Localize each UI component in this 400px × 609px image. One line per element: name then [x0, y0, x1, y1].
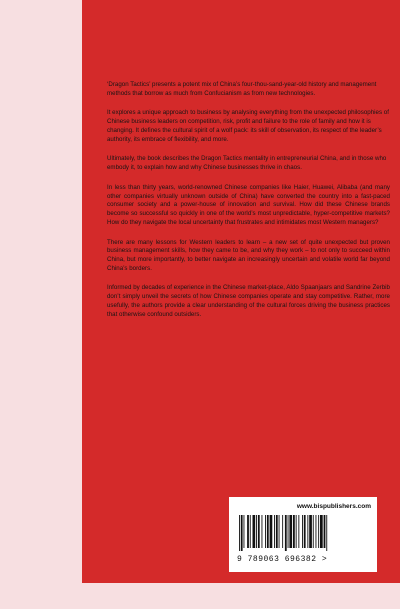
blurb-paragraph-2: It explores a unique approach to business by analysing everything from the unexpected philosophies of Chinese business leaders on competition, risk, profit and failure to the role of family and how it is changing. It defines the cultural spirit of a wolf pack: its skill of observation, its respect of the leader’s authority, its embrace of flexibility, and more.	[107, 109, 389, 143]
barcode-bar	[279, 515, 280, 548]
barcode-bar	[258, 515, 260, 548]
barcode-bar	[309, 515, 312, 548]
barcode-bar	[239, 515, 240, 551]
barcode-bar	[289, 515, 292, 548]
blurb-paragraph-6: Informed by decades of experience in the Chinese market-place, Aldo Spaanjaars and Sandrine Zerbib don’t simply unveil the secrets of how Chinese companies operate and stay competitive. Rather, more usefully, the authors provide a clear understanding of the cultural forces driving the business practices that otherwise confound outsiders.	[107, 284, 390, 318]
barcode-bar	[276, 515, 278, 548]
barcode-bar	[304, 515, 306, 548]
blurb-paragraph-5: There are many lessons for Western leaders to learn – a new set of quite unexpected but proven business management skills, how they came to be, and why they work – to not only to succeed within China, but more importantly, to better navigate an increasingly uncertain and volatile world far beyond China’s borders.	[107, 238, 390, 272]
barcode-bar	[270, 515, 273, 548]
blurb-paragraph-4: In less than thirty years, world-renowned Chinese companies like Haier, Huawei, Alibaba (and many other companies virtually unknown outside of China) have converted the country into a fast-paced consumer society and a power-house of innovation and survival. How did these Chinese brands become so successful so quickly in one of the world’s most unpredictable, hyper-competitive markets? How do they navigate the local uncertainty that frustrates and intimidates most Western managers?	[107, 183, 390, 226]
barcode-bar	[265, 515, 266, 548]
blurb-paragraph-3: Ultimately, the book describes the Dragon Tactics mentality in entrepreneurial China, and in those who embody it, to explain how and why Chinese businesses thrive in chaos.	[107, 155, 387, 172]
barcode-bar	[253, 515, 256, 548]
barcode-bar	[316, 515, 317, 548]
barcode-bar	[313, 515, 314, 548]
barcode-bar	[244, 515, 245, 548]
barcode-panel	[229, 497, 377, 572]
barcode-bar	[324, 515, 326, 548]
barcode-bar	[302, 515, 303, 548]
publisher-website: www.bispublishers.com	[296, 503, 371, 510]
barcode-bar	[296, 515, 297, 548]
barcode-bar	[282, 515, 283, 548]
barcode-bar	[293, 515, 295, 548]
barcode-bar	[267, 515, 269, 548]
barcode-bar	[262, 515, 263, 548]
page-margin	[0, 0, 82, 609]
blurb	[107, 81, 390, 330]
barcode-bar	[247, 515, 249, 548]
barcode-bar	[250, 515, 251, 548]
blurb-paragraph-1: ‘Dragon Tactics’ presents a potent mix of China’s four-thou-sand-year-old history and management methods that borrow as much from Confucianism as from new technologies.	[107, 81, 377, 97]
barcode-bar	[298, 515, 299, 548]
barcode-bar	[274, 515, 275, 548]
barcode-bar	[326, 515, 327, 551]
barcode-bar	[285, 515, 287, 551]
barcode-bar	[256, 515, 257, 548]
barcode-bar	[320, 515, 323, 548]
barcode-bar	[307, 515, 308, 548]
barcode-bar	[288, 515, 289, 548]
back-cover	[82, 0, 400, 583]
barcode-bar	[318, 515, 319, 548]
isbn-number: 9 789063 696382 >	[237, 555, 328, 564]
isbn-barcode	[237, 515, 369, 551]
barcode-bar	[241, 515, 243, 551]
